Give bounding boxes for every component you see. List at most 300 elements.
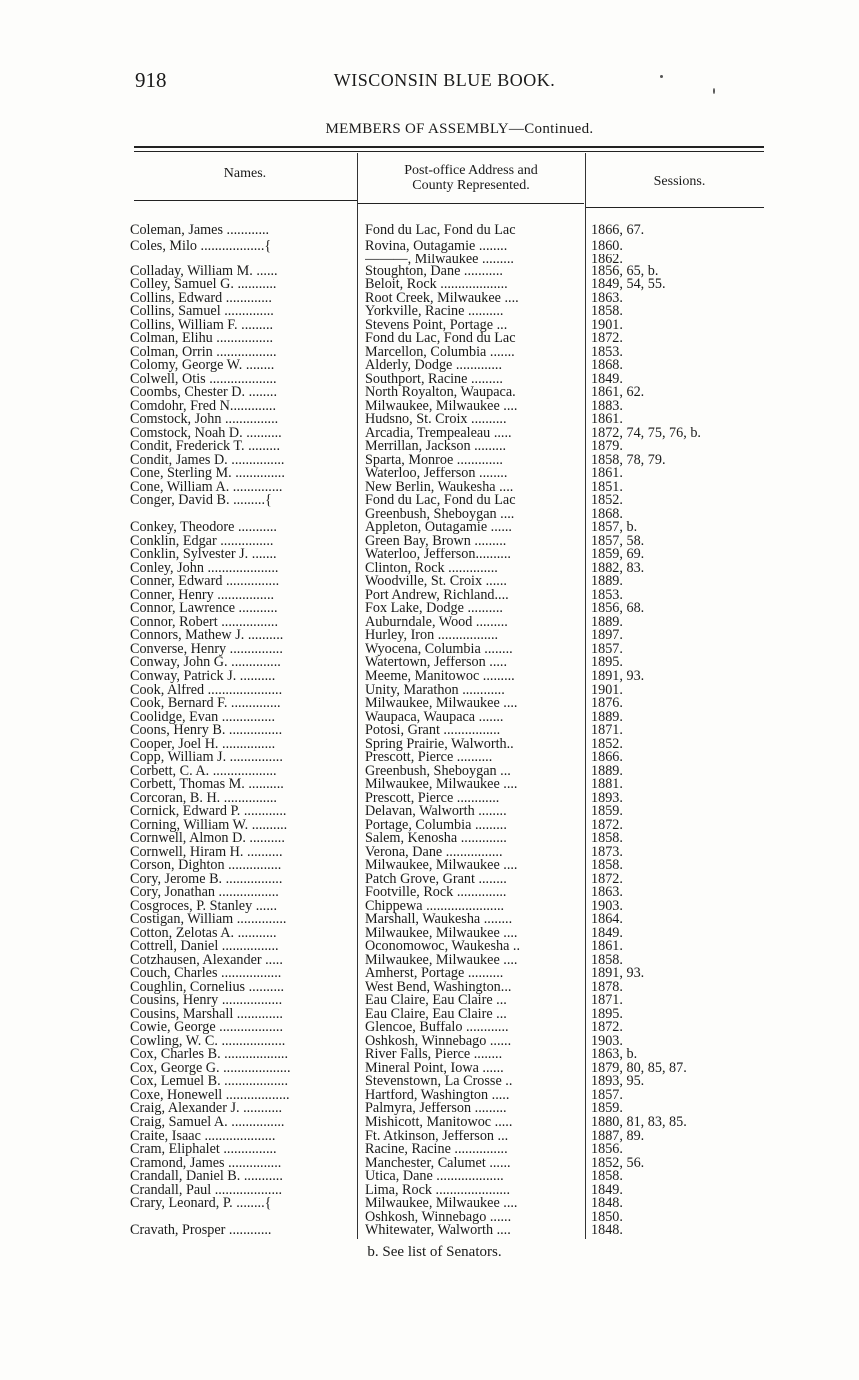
table-row	[130, 454, 770, 468]
table-row	[130, 427, 770, 441]
sessions-cell: 1861.	[591, 467, 623, 481]
member-name: Cramond, James ...............	[130, 1156, 282, 1171]
post-office-address: Fox Lake, Dodge ..........	[365, 602, 503, 616]
member-name: Cornick, Edward P. ............	[130, 805, 287, 819]
post-office-address: Waterloo, Jefferson ........	[365, 467, 508, 481]
sessions-cell: 1857.	[591, 1088, 623, 1103]
member-name: Cottrell, Daniel ................	[130, 940, 279, 954]
table-row	[130, 305, 770, 319]
sessions-cell: 1868.	[591, 359, 623, 373]
table-row	[130, 994, 770, 1008]
post-office-address: Woodville, St. Croix ......	[365, 575, 507, 589]
member-name: Craite, Isaac ....................	[130, 1129, 276, 1144]
member-name: Colomy, George W. ........	[130, 359, 275, 373]
table-row	[130, 684, 770, 698]
post-office-address: Mineral Point, Iowa ......	[365, 1061, 504, 1076]
sessions-cell: 1879, 80, 85, 87.	[591, 1061, 687, 1076]
post-office-address: Alderly, Dodge .............	[365, 359, 502, 373]
member-name: Cox, Lemuel B. ..................	[130, 1075, 289, 1089]
table-row	[130, 521, 770, 535]
running-head-text: WISCONSIN BLUE BOOK.	[333, 70, 556, 90]
sessions-cell: 1858.	[591, 1170, 623, 1184]
table-row	[130, 1184, 770, 1198]
member-name: Cowie, George ..................	[130, 1021, 284, 1035]
member-name: Converse, Henry ...............	[130, 642, 283, 657]
sessions-cell: 1889.	[591, 615, 623, 630]
member-name: Copp, William J. ...............	[130, 751, 283, 765]
post-office-address: Spring Prairie, Walworth..	[365, 737, 514, 752]
post-office-address: Unity, Marathon ............	[365, 683, 505, 698]
member-name: Conner, Edward ...............	[130, 575, 280, 589]
members-table	[130, 220, 770, 1238]
post-office-address: Delavan, Walworth ........	[365, 805, 507, 819]
sessions-cell: 1872.	[591, 332, 623, 346]
sessions-cell: 1856, 68.	[591, 602, 645, 616]
member-name: Cory, Jonathan .................	[130, 886, 279, 900]
sessions-cell: 1872.	[591, 872, 623, 887]
footnote: b. See list of Senators.	[367, 1244, 502, 1260]
member-name: Condit, Frederick T. .........	[130, 440, 280, 454]
post-office-address: Fond du Lac, Fond du Lac	[365, 222, 516, 238]
member-name: Cook, Alfred .....................	[130, 683, 283, 698]
post-office-address: Milwaukee, Milwaukee ....	[365, 926, 518, 941]
table-row	[130, 913, 770, 927]
table-row	[130, 859, 770, 873]
table-row	[130, 602, 770, 616]
member-name: Cory, Jerome B. ................	[130, 872, 283, 887]
post-office-address: Oshkosh, Winnebago ......	[365, 1034, 512, 1049]
sessions-cell: 1850.	[591, 1210, 623, 1225]
post-office-address: Appleton, Outagamie ......	[365, 521, 512, 535]
member-name: Couch, Charles .................	[130, 967, 282, 981]
post-office-address: Verona, Dane ................	[365, 845, 503, 860]
sessions-cell: 1887, 89.	[591, 1129, 645, 1144]
table-row	[130, 886, 770, 900]
sessions-cell: 1868.	[591, 507, 623, 522]
table-row	[130, 535, 770, 549]
member-name: Corbett, Thomas M. ..........	[130, 778, 284, 792]
column-header-names: Names.	[223, 166, 267, 181]
member-name: Coolidge, Evan ...............	[130, 710, 276, 725]
sessions-cell: 1859.	[591, 805, 623, 819]
table-row	[130, 481, 770, 495]
post-office-address: Port Andrew, Richland....	[365, 588, 509, 603]
post-office-address: Milwaukee, Milwaukee ....	[365, 859, 518, 873]
sessions-cell: 1861.	[591, 413, 623, 427]
member-name: Coons, Henry B. ...............	[130, 724, 283, 738]
sessions-cell: 1863, b.	[591, 1048, 638, 1062]
table-row	[130, 751, 770, 765]
table-row	[130, 1170, 770, 1184]
table-row	[130, 940, 770, 954]
member-name: Cone, Sterling M. ..............	[130, 467, 285, 481]
sessions-cell: 1881.	[591, 778, 623, 792]
sessions-cell: 1857.	[591, 642, 623, 657]
member-name: Comdohr, Fred N.............	[130, 399, 277, 414]
table-row	[130, 954, 770, 968]
sessions-cell: 1852, 56.	[591, 1156, 645, 1171]
post-office-address: Stevenstown, La Crosse ..	[365, 1075, 513, 1089]
post-office-address: Potosi, Grant ................	[365, 724, 501, 738]
post-office-address: Marcellon, Columbia .......	[365, 345, 515, 360]
print-speck	[660, 75, 663, 78]
column-header-address-line2: County Represented.	[412, 178, 530, 193]
sessions-cell: 1848.	[591, 1224, 623, 1238]
member-name: Coxe, Honewell ..................	[130, 1088, 290, 1103]
table-row	[130, 440, 770, 454]
table-row	[130, 1116, 770, 1130]
post-office-address: Rovina, Outagamie ........	[365, 240, 508, 254]
member-name: Cox, Charles B. ..................	[130, 1048, 289, 1062]
table-row	[130, 1211, 770, 1225]
member-name: Corbett, C. A. ..................	[130, 764, 277, 779]
member-name: Crandall, Paul ...................	[130, 1183, 283, 1198]
sessions-cell: 1901.	[591, 318, 623, 333]
table-row	[130, 711, 770, 725]
column-header-address	[360, 163, 582, 193]
sessions-cell: 1861, 62.	[591, 386, 645, 400]
member-name: Coombs, Chester D. ........	[130, 386, 277, 400]
table-row	[130, 548, 770, 562]
post-office-address: Eau Claire, Eau Claire ...	[365, 1007, 507, 1022]
post-office-address: Chippewa ......................	[365, 899, 505, 914]
member-name: Corcoran, B. H. ...............	[130, 791, 277, 806]
member-name: Corson, Dighton ...............	[130, 859, 282, 873]
table-row	[130, 240, 770, 254]
table-top-rule	[134, 146, 764, 148]
table-row	[130, 589, 770, 603]
sessions-cell: 1863.	[591, 886, 623, 900]
sessions-cell: 1866.	[591, 751, 623, 765]
post-office-address: Yorkville, Racine ..........	[365, 305, 504, 319]
table-row	[130, 819, 770, 833]
post-office-address: River Falls, Pierce ........	[365, 1048, 503, 1062]
post-office-address: West Bend, Washington...	[365, 980, 512, 995]
running-head	[0, 70, 859, 91]
member-name: Collins, Edward .............	[130, 291, 272, 306]
post-office-address: Fond du Lac, Fond du Lac	[365, 494, 516, 508]
table-row	[130, 778, 770, 792]
member-name: Cox, George G. ...................	[130, 1061, 291, 1076]
post-office-address: Merrillan, Jackson .........	[365, 440, 507, 454]
table-row	[130, 254, 770, 265]
table-row	[130, 670, 770, 684]
sessions-cell: 1889.	[591, 710, 623, 725]
member-name: Connors, Mathew J. ..........	[130, 629, 284, 643]
member-name: Conway, John G. ..............	[130, 656, 281, 670]
sessions-cell: 1851.	[591, 480, 623, 495]
member-name: Coleman, James ............	[130, 222, 270, 238]
header-rule-left	[134, 200, 357, 201]
member-name: Cotzhausen, Alexander .....	[130, 953, 283, 968]
sessions-cell: 1893.	[591, 791, 623, 806]
table-row	[130, 220, 770, 240]
member-name: Colladay, William M. ......	[130, 264, 278, 279]
post-office-address: Waupaca, Waupaca .......	[365, 710, 504, 725]
post-office-address: Hartford, Washington .....	[365, 1088, 510, 1103]
post-office-address: ———, Milwaukee .........	[365, 253, 514, 265]
member-name: Cowling, W. C. ..................	[130, 1034, 286, 1049]
post-office-address: Hudsno, St. Croix ..........	[365, 413, 507, 427]
table-row	[130, 1197, 770, 1211]
header-rule-right	[585, 207, 764, 208]
sessions-cell: 1853.	[591, 345, 623, 360]
table-row	[130, 332, 770, 346]
sessions-cell: 1878.	[591, 980, 623, 995]
post-office-address: Lima, Rock .....................	[365, 1183, 511, 1198]
member-name: Cousins, Henry .................	[130, 994, 283, 1008]
post-office-address: Milwaukee, Milwaukee ....	[365, 953, 518, 968]
sessions-cell: 1853.	[591, 588, 623, 603]
post-office-address: Waterloo, Jefferson..........	[365, 548, 511, 562]
sessions-cell: 1849.	[591, 1183, 623, 1198]
table-row	[130, 1075, 770, 1089]
member-name: Conkey, Theodore ...........	[130, 521, 277, 535]
post-office-address: Root Creek, Milwaukee ....	[365, 291, 519, 306]
post-office-address: Footville, Rock ..............	[365, 886, 507, 900]
table-row	[130, 1130, 770, 1144]
post-office-address: Milwaukee, Milwaukee ....	[365, 697, 518, 711]
sessions-cell: 1856.	[591, 1143, 623, 1157]
sessions-cell: 1895.	[591, 1007, 623, 1022]
member-name: Craig, Alexander J. ...........	[130, 1102, 283, 1116]
post-office-address: North Royalton, Waupaca.	[365, 386, 516, 400]
post-office-address: Hurley, Iron .................	[365, 629, 499, 643]
table-row	[130, 846, 770, 860]
table-row	[130, 927, 770, 941]
column-header-sessions: Sessions.	[653, 174, 706, 189]
member-name: Cone, William A. ..............	[130, 480, 283, 495]
member-name: Conklin, Edgar ...............	[130, 534, 274, 549]
table-row	[130, 1224, 770, 1238]
member-name: Crandall, Daniel B. ...........	[130, 1170, 283, 1184]
post-office-address: Amherst, Portage ..........	[365, 967, 504, 981]
sessions-cell: 1862.	[591, 253, 623, 265]
sessions-cell: 1859, 69.	[591, 548, 645, 562]
post-office-address: Green Bay, Brown .........	[365, 534, 507, 549]
sessions-cell: 1858.	[591, 953, 623, 968]
sessions-cell: 1857, b.	[591, 521, 638, 535]
sessions-cell: 1849.	[591, 926, 623, 941]
sessions-cell: 1873.	[591, 845, 623, 860]
member-name: Cram, Eliphalet ...............	[130, 1143, 277, 1157]
post-office-address: Portage, Columbia .........	[365, 818, 507, 833]
table-row	[130, 386, 770, 400]
table-row	[130, 494, 770, 508]
member-name: Conger, David B. .........{	[130, 494, 272, 508]
post-office-address: Oshkosh, Winnebago ......	[365, 1210, 512, 1225]
post-office-address: Oconomowoc, Waukesha ..	[365, 940, 521, 954]
post-office-address: Arcadia, Trempealeau .....	[365, 426, 512, 441]
member-name: Collins, Samuel ..............	[130, 305, 274, 319]
post-office-address: Meeme, Manitowoc .........	[365, 669, 515, 684]
post-office-address: Greenbush, Sheboygan ....	[365, 507, 515, 522]
sessions-cell: 1872.	[591, 1021, 623, 1035]
sessions-cell: 1858.	[591, 859, 623, 873]
member-name: Colman, Elihu ................	[130, 332, 274, 346]
print-speck	[713, 88, 715, 94]
post-office-address: Glencoe, Buffalo ............	[365, 1021, 509, 1035]
sessions-cell: 1860.	[591, 240, 623, 254]
table-row	[130, 832, 770, 846]
table-row	[130, 1143, 770, 1157]
post-office-address: Stoughton, Dane ...........	[365, 264, 503, 279]
post-office-address: Manchester, Calumet ......	[365, 1156, 511, 1171]
table-row	[130, 292, 770, 306]
sessions-cell: 1852.	[591, 494, 623, 508]
post-office-address: Salem, Kenosha .............	[365, 832, 507, 846]
sessions-cell: 1903.	[591, 1034, 623, 1049]
post-office-address: Greenbush, Sheboygan ...	[365, 764, 511, 779]
sessions-cell: 1858, 78, 79.	[591, 453, 666, 468]
sessions-cell: 1858.	[591, 305, 623, 319]
table-row	[130, 616, 770, 630]
member-name: Cornwell, Almon D. ..........	[130, 832, 285, 846]
post-office-address: New Berlin, Waukesha ....	[365, 480, 514, 495]
table-row	[130, 805, 770, 819]
column-header-address-line1: Post-office Address and	[404, 163, 538, 178]
post-office-address: Marshall, Waukesha ........	[365, 913, 513, 927]
sessions-cell: 1882, 83.	[591, 561, 645, 576]
sessions-cell: 1863.	[591, 291, 623, 306]
member-name: Connor, Robert ................	[130, 615, 278, 630]
table-row	[130, 265, 770, 279]
member-name: Cornwell, Hiram H. ..........	[130, 845, 283, 860]
sessions-cell: 1897.	[591, 629, 623, 643]
member-name: Colwell, Otis ...................	[130, 372, 277, 387]
post-office-address: Wyocena, Columbia ........	[365, 642, 513, 657]
table-row	[130, 508, 770, 522]
post-office-address: Fond du Lac, Fond du Lac	[365, 332, 516, 346]
post-office-address: Milwaukee, Milwaukee ....	[365, 778, 518, 792]
member-name: Conley, John ....................	[130, 561, 279, 576]
post-office-address: Beloit, Rock ...................	[365, 278, 508, 292]
table-top-rule-thin	[134, 151, 764, 152]
section-title: MEMBERS OF ASSEMBLY—Continued.	[325, 121, 594, 137]
member-name: Comstock, Noah D. ..........	[130, 426, 282, 441]
sessions-cell: 1849, 54, 55.	[591, 278, 666, 292]
sessions-cell: 1864.	[591, 913, 623, 927]
sessions-cell: 1858.	[591, 832, 623, 846]
table-row	[130, 1048, 770, 1062]
member-name: Crary, Leonard, P. ........{	[130, 1197, 272, 1211]
table-row	[130, 724, 770, 738]
sessions-cell: 1893, 95.	[591, 1075, 645, 1089]
sessions-cell: 1889.	[591, 575, 623, 589]
sessions-cell: 1852.	[591, 737, 623, 752]
page-number: 918	[135, 68, 167, 92]
sessions-cell: 1872, 74, 75, 76, b.	[591, 426, 701, 441]
table-row	[130, 1008, 770, 1022]
post-office-address: Eau Claire, Eau Claire ...	[365, 994, 507, 1008]
sessions-cell: 1883.	[591, 399, 623, 414]
member-name: Colman, Orrin .................	[130, 345, 277, 360]
table-row	[130, 319, 770, 333]
table-row	[130, 656, 770, 670]
post-office-address: Palmyra, Jefferson .........	[365, 1102, 507, 1116]
table-row	[130, 562, 770, 576]
sessions-cell: 1872.	[591, 818, 623, 833]
member-name: Coles, Milo ..................{	[130, 240, 272, 254]
sessions-cell: 1880, 81, 83, 85.	[591, 1116, 687, 1130]
member-name: Cook, Bernard F. ..............	[130, 697, 281, 711]
member-name: Cooper, Joel H. ...............	[130, 737, 276, 752]
post-office-address: Prescott, Pierce ..........	[365, 751, 493, 765]
table-row	[130, 967, 770, 981]
member-name: Collins, William F. .........	[130, 318, 274, 333]
table-row	[130, 373, 770, 387]
sessions-cell: 1848.	[591, 1197, 623, 1211]
post-office-address: Watertown, Jefferson .....	[365, 656, 508, 670]
member-name: Cotton, Zelotas A. ...........	[130, 926, 277, 941]
table-row	[130, 629, 770, 643]
table-row	[130, 575, 770, 589]
table-row	[130, 1062, 770, 1076]
sessions-cell: 1871.	[591, 994, 623, 1008]
post-office-address: Clinton, Rock ..............	[365, 561, 498, 576]
sessions-cell: 1891, 93.	[591, 669, 645, 684]
table-row	[130, 346, 770, 360]
sessions-cell: 1849.	[591, 372, 623, 387]
sessions-cell: 1856, 65, b.	[591, 264, 659, 279]
member-name: Cravath, Prosper ............	[130, 1224, 272, 1238]
member-name: Cousins, Marshall .............	[130, 1007, 283, 1022]
post-office-address: Utica, Dane ...................	[365, 1170, 504, 1184]
member-name: Conner, Henry ................	[130, 588, 275, 603]
sessions-cell: 1876.	[591, 697, 623, 711]
table-row	[130, 400, 770, 414]
table-row	[130, 697, 770, 711]
sessions-cell: 1891, 93.	[591, 967, 645, 981]
table-row	[130, 1089, 770, 1103]
member-name: Comstock, John ...............	[130, 413, 279, 427]
member-name: Conway, Patrick J. ..........	[130, 669, 276, 684]
member-name: Connor, Lawrence ...........	[130, 602, 278, 616]
sessions-cell: 1859.	[591, 1102, 623, 1116]
member-name: Conklin, Sylvester J. .......	[130, 548, 277, 562]
post-office-address: Racine, Racine ...............	[365, 1143, 508, 1157]
post-office-address: Whitewater, Walworth ....	[365, 1224, 511, 1238]
table-row	[130, 1102, 770, 1116]
header-rule-mid	[358, 203, 584, 204]
table-row	[130, 900, 770, 914]
member-name: Corning, William W. ..........	[130, 818, 288, 833]
post-office-address: Southport, Racine .........	[365, 372, 503, 387]
table-row	[130, 1021, 770, 1035]
table-row	[130, 792, 770, 806]
post-office-address: Patch Grove, Grant ........	[365, 872, 507, 887]
sessions-cell: 1903.	[591, 899, 623, 914]
table-row	[130, 278, 770, 292]
member-name: Costigan, William ..............	[130, 913, 287, 927]
sessions-cell: 1879.	[591, 440, 623, 454]
post-office-address: Auburndale, Wood .........	[365, 615, 508, 630]
post-office-address: Milwaukee, Milwaukee ....	[365, 399, 518, 414]
table-row	[130, 873, 770, 887]
member-name: Condit, James D. ...............	[130, 453, 285, 468]
table-row	[130, 1035, 770, 1049]
table-row	[130, 643, 770, 657]
post-office-address: Prescott, Pierce ............	[365, 791, 500, 806]
table-row	[130, 413, 770, 427]
post-office-address: Stevens Point, Portage ...	[365, 318, 508, 333]
table-row	[130, 359, 770, 373]
sessions-cell: 1889.	[591, 764, 623, 779]
sessions-cell: 1861.	[591, 940, 623, 954]
post-office-address: Ft. Atkinson, Jefferson ...	[365, 1129, 509, 1144]
member-name: Colley, Samuel G. ...........	[130, 278, 277, 292]
sessions-cell: 1895.	[591, 656, 623, 670]
